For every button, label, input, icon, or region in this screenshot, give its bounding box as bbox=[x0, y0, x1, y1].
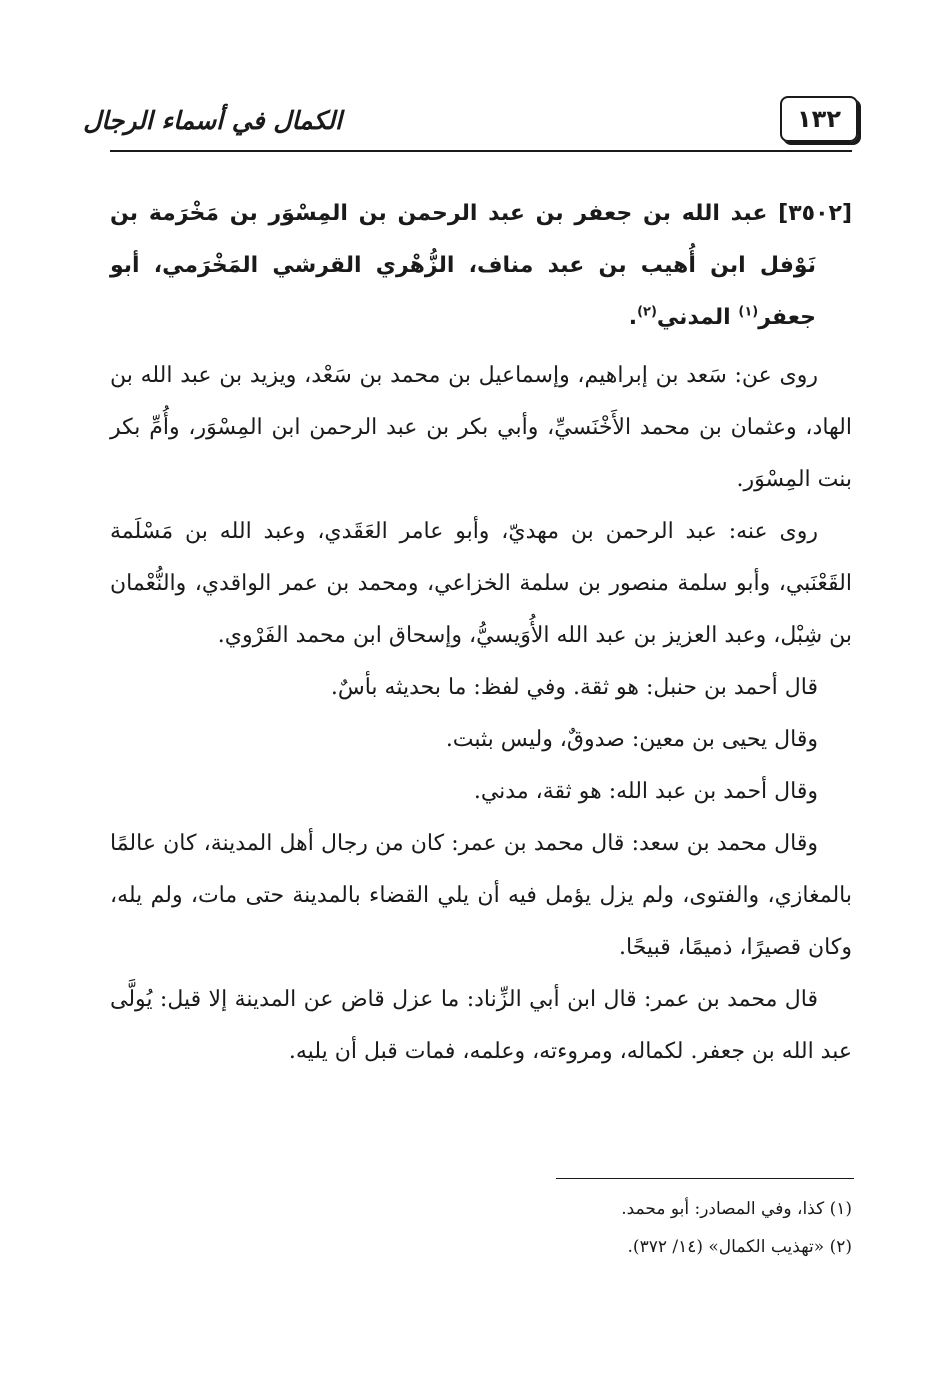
paragraph-narrated-by: روى عنه: عبد الرحمن بن مهديّ، وأبو عامر العَقَدي، وعبد الله بن مَسْلَمة القَعْنَبي، وأبو سلمة منصور بن سلمة الخزاعي، ومحمد بن عمر الواقدي، والنُّعْمان بن شِبْل، وعبد العزيز بن عبد الله الأُوَيسيُّ، وإسحاق ابن محمد الفَرْوي. bbox=[110, 519, 852, 648]
paragraph-ahmad-ibn-hanbal: قال أحمد بن حنبل: هو ثقة. وفي لفظ: ما بحديثه بأسٌ. bbox=[330, 675, 818, 700]
footnote-ref-1: (١) bbox=[738, 304, 759, 320]
footnote-1: (١) كذا، وفي المصادر: أبو محمد. bbox=[621, 1199, 852, 1219]
page-header bbox=[83, 92, 852, 152]
header-rule bbox=[110, 150, 852, 152]
paragraph-narrated-from: روى عن: سَعد بن إبراهيم، وإسماعيل بن محمد بن سَعْد، ويزيد بن عبد الله بن الهاد، وعثمان بن محمد الأَخْنَسيِّ، وأبي بكر بن عبد الرحمن ابن المِسْوَر، وأُمِّ بكر بنت المِسْوَر. bbox=[110, 363, 852, 492]
entry-heading bbox=[110, 188, 852, 344]
paragraph-yahya-ibn-main: وقال يحيى بن معين: صدوقٌ، وليس بثبت. bbox=[445, 727, 818, 752]
footnote-ref-2: (٢) bbox=[637, 304, 657, 320]
paragraph-ahmad-ibn-abdullah: وقال أحمد بن عبد الله: هو ثقة، مدني. bbox=[473, 779, 818, 804]
footnotes bbox=[110, 1190, 852, 1266]
page-number: ١٣٢ bbox=[780, 96, 858, 142]
footnote-rule bbox=[556, 1178, 854, 1179]
main-text bbox=[110, 188, 852, 1078]
book-title-logo: الكمال في أسماء الرجال bbox=[83, 105, 342, 135]
paragraph-ibn-sad: وقال محمد بن سعد: قال محمد بن عمر: كان من رجال أهل المدينة، كان عالمًا بالمغازي، والفتوى، ولم يزل يؤمل فيه أن يلي القضاء بالمدينة حتى مات، ولم يله، وكان قصيرًا، ذميمًا، قبيحًا. bbox=[110, 831, 852, 960]
footnote-2: (٢) «تهذيب الكمال» (١٤/ ٣٧٢). bbox=[627, 1237, 852, 1257]
entry-heading-end: . bbox=[628, 305, 638, 330]
entry-heading-tail: المدني bbox=[656, 305, 739, 330]
paragraph-ibn-umar: قال محمد بن عمر: قال ابن أبي الزِّناد: ما عزل قاض عن المدينة إلا قيل: يُولَّى عبد الله بن جعفر. لكماله، ومروءته، وعلمه، فمات قبل أن يليه. bbox=[110, 987, 852, 1064]
entry-heading-text: [٣٥٠٢] عبد الله بن جعفر بن عبد الرحمن بن المِسْوَر بن مَخْرَمة بن نَوْفل ابن أُهيب بن عبد مناف، الزُّهْري القرشي المَخْرَمي، أبو جعفر bbox=[110, 201, 852, 330]
